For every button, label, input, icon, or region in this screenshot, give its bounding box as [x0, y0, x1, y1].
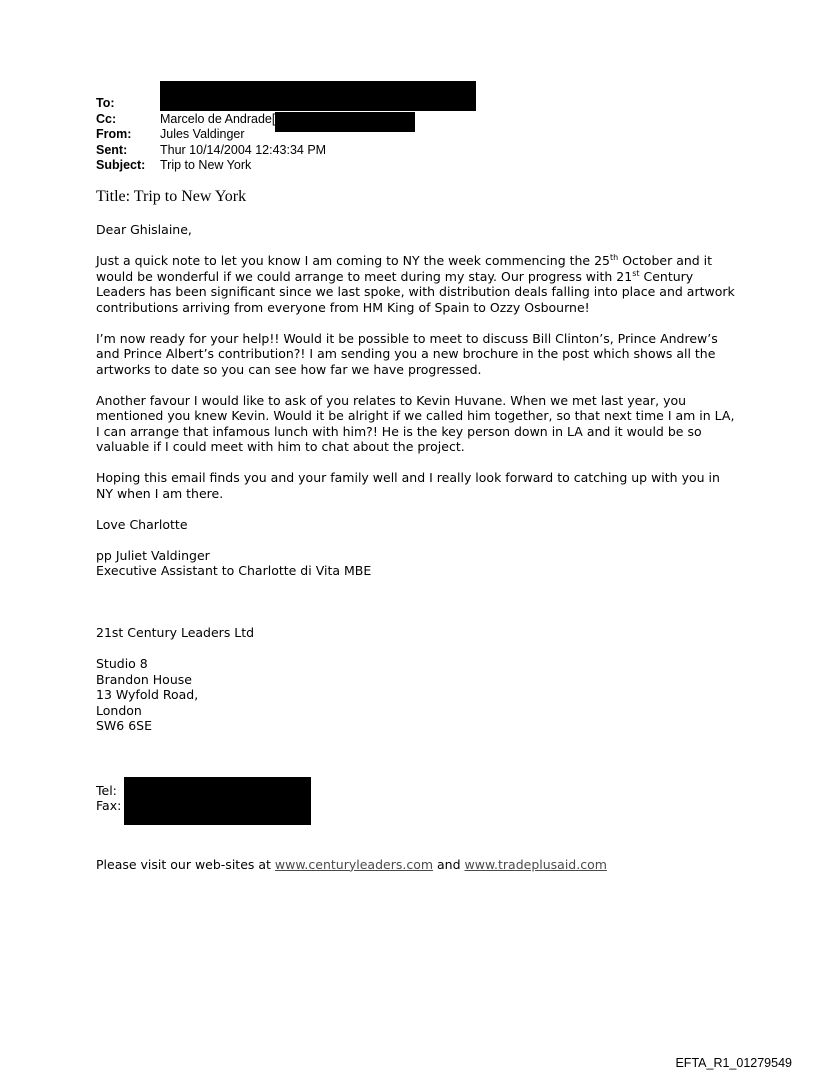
sent-label: Sent: — [96, 142, 128, 157]
subject-row — [96, 158, 476, 174]
document-title: Title: Trip to New York — [96, 188, 247, 205]
cc-label: Cc: — [96, 111, 117, 126]
paragraph-3: Another favour I would like to ask of you relates to Kevin Huvane. When we met last year, you mentioned you knew Kevin. Would it be alright if we called him together, so that next time I am in LA, I can arrange that infamous lunch with him?! He is the key person down in LA and it would be so valuable if I could meet with him to chat about the project. — [96, 392, 735, 454]
tradeplusaid-link[interactable]: www.tradeplusaid.com — [464, 856, 607, 872]
address-line-4: London — [96, 702, 142, 718]
paragraph-4: Hoping this email finds you and your family well and I really look forward to catching up with you in NY when I am there. — [96, 470, 720, 501]
email-header — [96, 96, 476, 174]
redaction-block — [160, 81, 476, 111]
tel-label: Tel: — [96, 782, 117, 798]
cc-value: Marcelo de Andrade[ — [160, 111, 276, 126]
email-body — [96, 222, 736, 872]
address-line-2: Brandon House — [96, 671, 192, 687]
from-label: From: — [96, 127, 132, 141]
to-label: To: — [96, 96, 115, 110]
cc-row — [96, 112, 476, 128]
subject-label: Subject: — [96, 158, 146, 172]
address-line-5: SW6 6SE — [96, 718, 153, 733]
subject-value: Trip to New York — [160, 158, 252, 172]
contact-block — [96, 783, 736, 814]
websites-line: Please visit our web-sites at www.centuryleaders.com and www.tradeplusaid.com — [96, 856, 607, 872]
greeting: Dear Ghislaine, — [96, 222, 192, 237]
signoff: Love Charlotte — [96, 516, 188, 532]
to-row — [96, 96, 476, 112]
sent-row — [96, 143, 476, 159]
sent-value: Thur 10/14/2004 12:43:34 PM — [160, 142, 327, 157]
fax-label: Fax: — [96, 798, 122, 813]
document-id: EFTA_R1_01279549 — [675, 1056, 792, 1070]
pp-line-1: pp Juliet Valdinger — [96, 547, 210, 563]
paragraph-1: Just a quick note to let you know I am coming to NY the week commencing the 25th October and it would be wonderful if we could arrange to meet during my stay. Our progress with 21st Century Leaders has been significant since we last spoke, with distribution deals falling into place and artwork contributions arriving from everyone from HM King of Spain to Ozzy Osbourne! — [96, 252, 735, 315]
address-line-1: Studio 8 — [96, 656, 148, 671]
pp-line-2: Executive Assistant to Charlotte di Vita MBE — [96, 563, 372, 578]
address-line-3: 13 Wyfold Road, — [96, 687, 199, 702]
redaction-block — [275, 112, 415, 132]
from-value: Jules Valdinger — [160, 127, 245, 141]
redaction-block — [124, 777, 311, 825]
paragraph-2: I’m now ready for your help!! Would it be possible to meet to discuss Bill Clinton’s, Prince Andrew’s and Prince Albert’s contribution?! I am sending you a new brochure in the post which shows all the artworks to date so you can see how far we have progressed. — [96, 330, 718, 377]
centuryleaders-link[interactable]: www.centuryleaders.com — [274, 856, 434, 872]
company-name: 21st Century Leaders Ltd — [96, 625, 255, 640]
